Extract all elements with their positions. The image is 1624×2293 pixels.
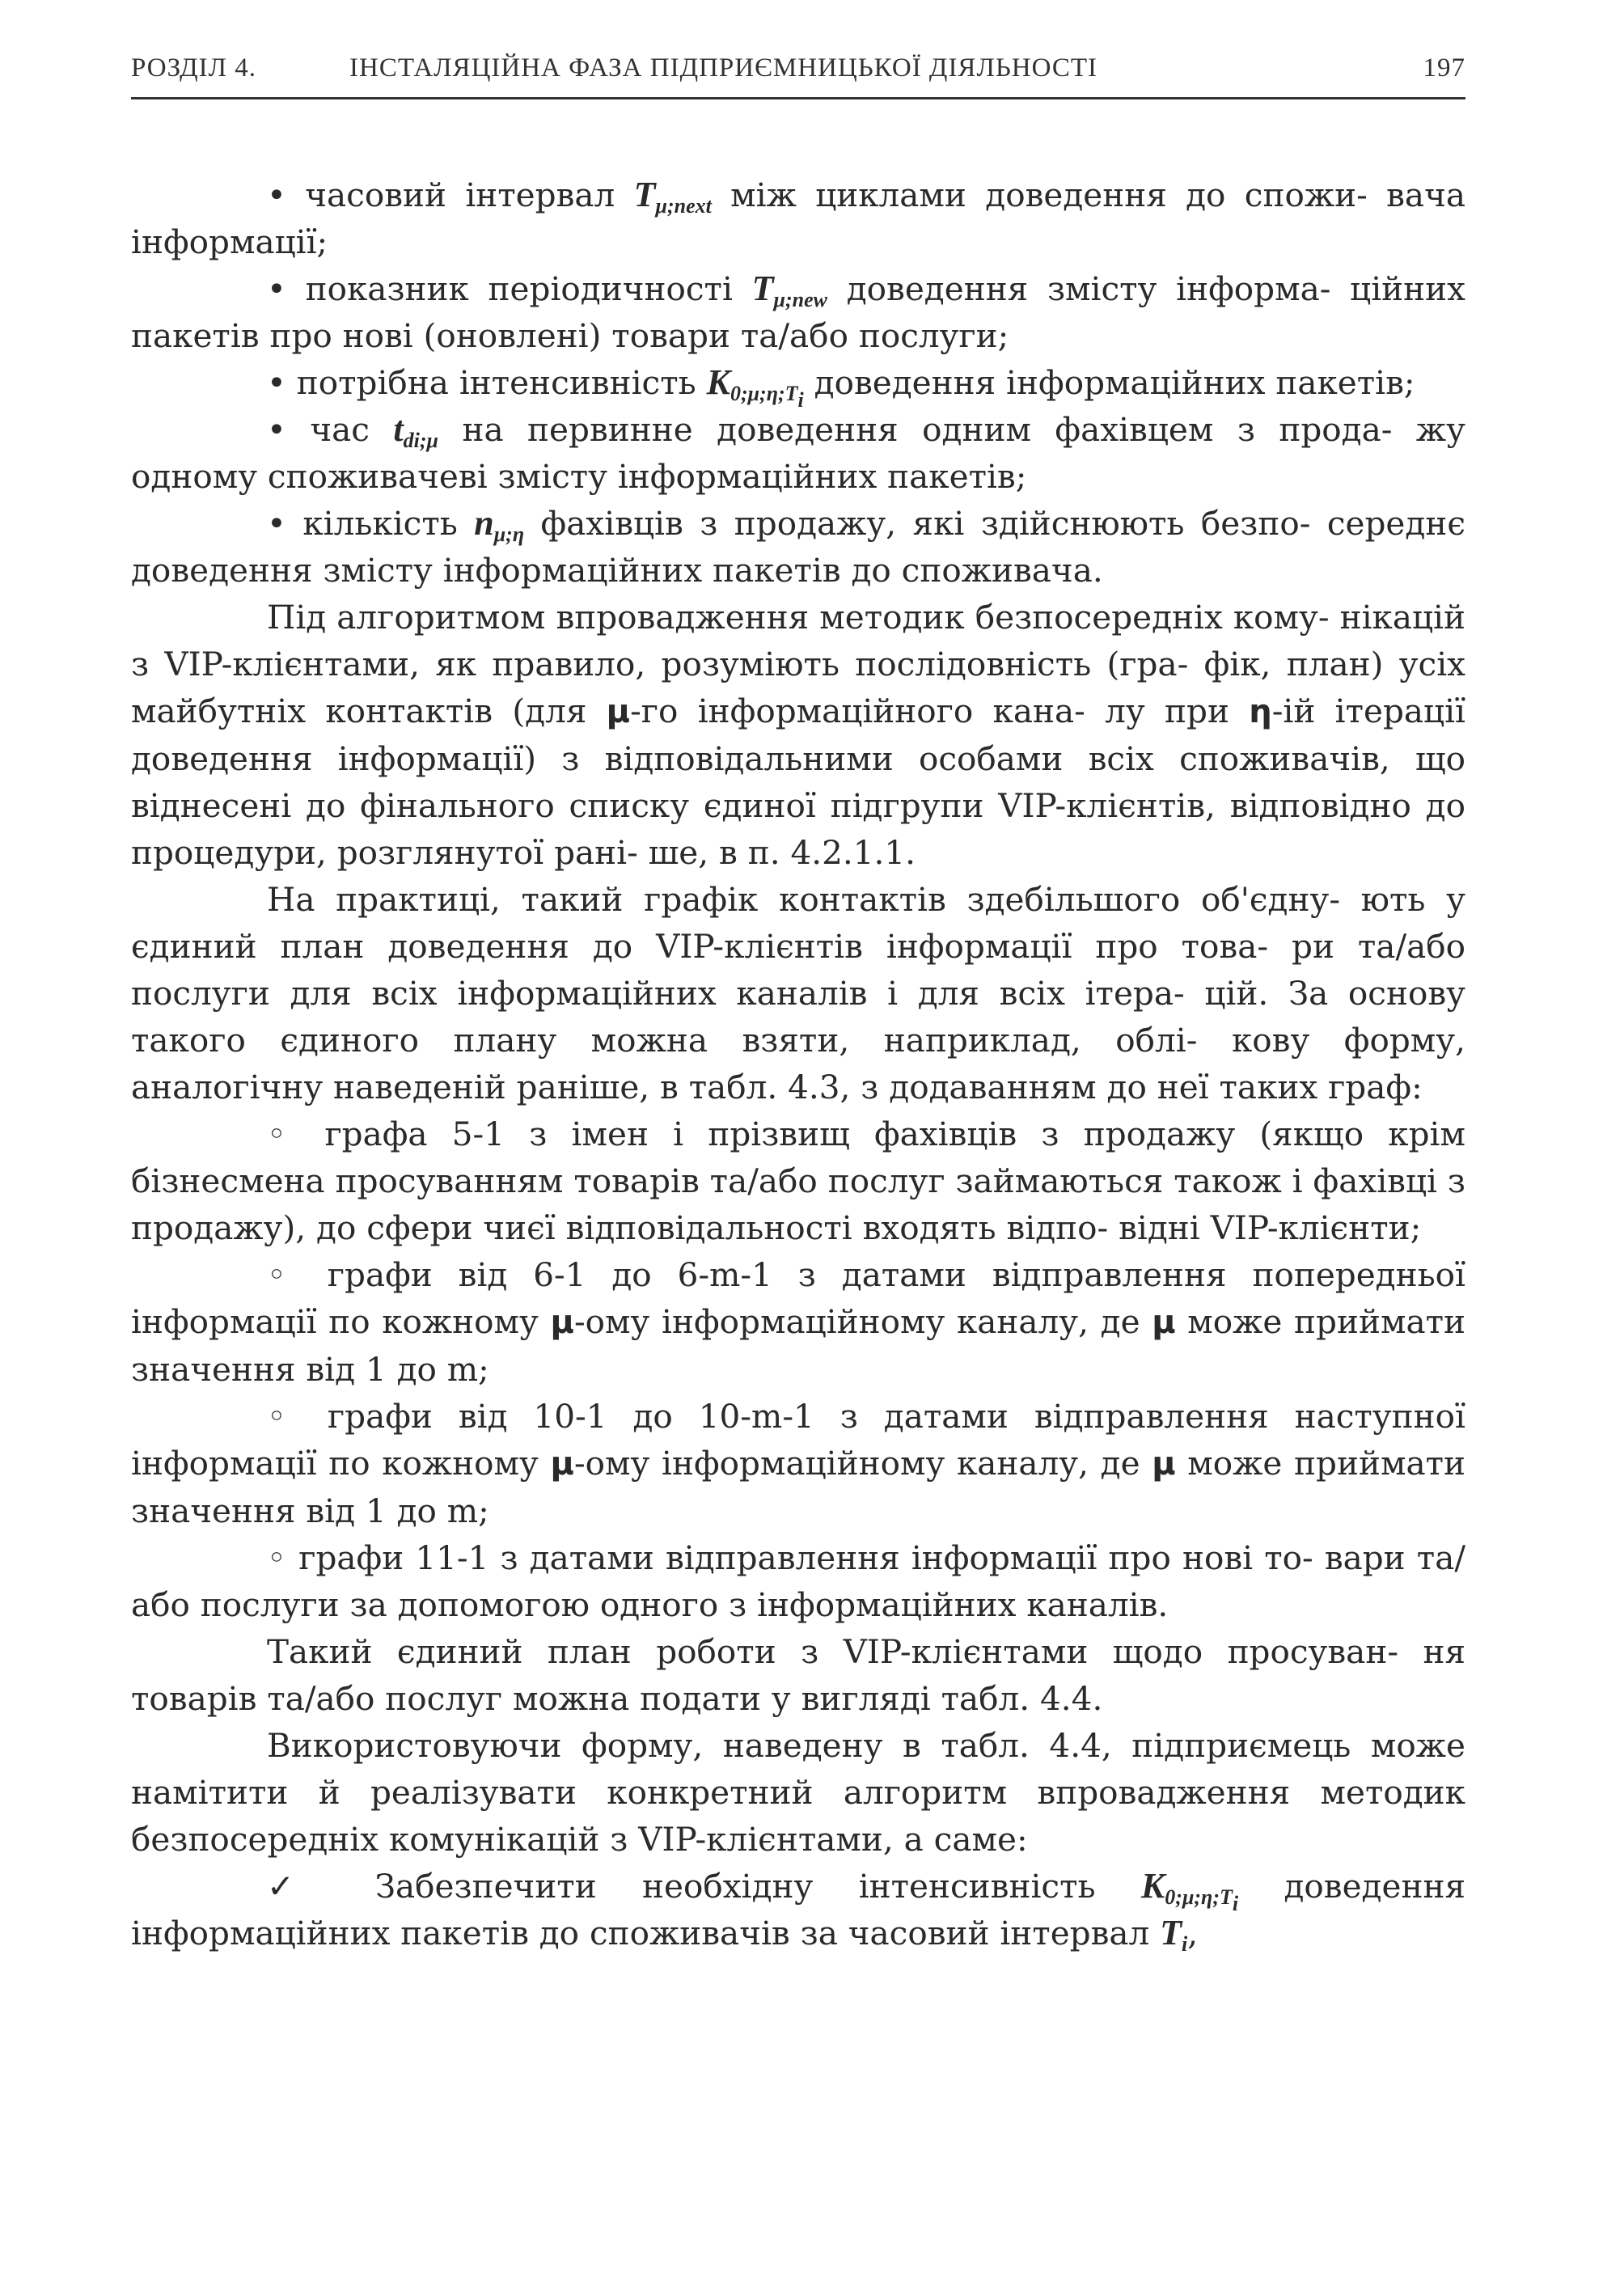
text-line: ше, в п. 4.2.1.1. [648,833,916,872]
text-line: Використовуючи форму, наведену в табл. 4.4, підприємець [267,1726,1351,1765]
text-line: методик безпосередніх комунікацій з VIP-клієнтами, а саме: [131,1773,1465,1859]
symbol-t-new: $T_{\mu;new}$ [751,269,827,311]
text-line: фахівців з продажу, які здійснюють безпо- [524,504,1311,543]
text-line: Такий єдиний план роботи з VIP-клієнтами щодо просуван- [267,1632,1399,1671]
text-line: на первинне доведення одним фахівцем з прода- [438,410,1393,449]
symbol-mu: μ [550,1304,574,1341]
text-line: • кількість [267,504,475,543]
paragraph-using-form [131,1722,1465,1863]
text-line: пакетів; [1275,363,1415,402]
text-line: нікацій з VIP-клієнтами, як правило, розуміють послідовність (гра- [131,598,1466,683]
symbol-n: $n_{\mu;\eta}$ [474,503,525,546]
column-item-10-1 [131,1393,1465,1534]
chapter-title: ІНСТАЛЯЦІЙНА ФАЗА ПІДПРИЄМНИЦЬКОЇ ДІЯЛЬНОСТІ [349,53,1097,82]
text-line: ◦ графи 11-1 з датами відправлення інформації про нові то- [267,1538,1313,1577]
symbol-eta: η [1249,693,1272,730]
page-number: 197 [1423,53,1465,82]
text-line: ційних пакетів про нові (оновлені) товари та/або послуги; [131,269,1465,355]
text-line: • показник періодичності [267,269,752,308]
text-line: приймати значення від 1 до m; [131,1444,1465,1530]
symbol-t-di: $t_{di;\mu}$ [393,409,438,452]
text-line: • часовий інтервал [267,176,634,214]
text-line: ◦ графи від 6-1 до 6-m-1 з датами відправлення попередньої [267,1255,1465,1294]
column-item-5-1 [131,1111,1465,1251]
text-line: ✓ Забезпечити необхідну інтенсивність [267,1867,1141,1906]
text-line: може [1175,1444,1283,1483]
text-line: -ій ітерації доведення інформації) з відповідальними [131,692,1466,778]
text-line: вача інформації; [131,176,1465,261]
text-line: інформації по кожному [131,1444,551,1483]
text-line: між циклами доведення до спожи- [711,176,1368,214]
symbol-t-next: $T_{\mu;next}$ [633,175,712,218]
bullet-intensity [131,359,1465,412]
running-header [131,53,1465,83]
text-line: ◦ графа 5-1 з імен і прізвищ фахівців з продажу (якщо крім [267,1115,1465,1153]
text-line: -го інформаційного кана- [630,692,1085,730]
text-line: -ому інформаційному каналу, де [573,1444,1152,1483]
text-line: доведення змісту інформа- [827,269,1331,308]
symbol-ti: $T_i$ [1160,1913,1188,1956]
text-line: ня товарів та/або послуг можна подати у вигляді табл. 4.4. [131,1632,1465,1718]
text-line: інформації по кожному [131,1302,551,1341]
text-line: бізнесмена просуванням товарів та/або послуг займаються також і [131,1161,1303,1200]
text-line: інформаційних пакетів до споживачів за часовий інтервал [131,1914,1161,1952]
text-line: -ому інформаційному каналу, де [573,1302,1152,1341]
symbol-k: $K_{0;\mu;\eta;T_i}$ [706,362,804,412]
checklist-item-intensity [131,1863,1465,1957]
text-line: доведення інформаційних [803,363,1266,402]
text-line: вари та/або послуги за допомогою одного з інформаційних каналів. [131,1538,1465,1624]
column-item-6-1 [131,1251,1465,1393]
bullet-periodicity [131,265,1465,359]
text-line: лу при [1105,692,1250,730]
text-line: Під алгоритмом впровадження методик безпосередніх кому- [267,598,1330,637]
text-line: середнє доведення змісту інформаційних пакетів до споживача. [131,504,1465,590]
text-line: На практиці, такий графік контактів здебільшого об'єдну- [267,880,1341,919]
bullet-count [131,500,1465,594]
text-line: цій. За основу такого єдиного плану можна взяти, наприклад, облі- [131,974,1465,1060]
chapter-label: РОЗДІЛ 4. [131,53,256,82]
text-line: доведення [1238,1867,1465,1906]
symbol-mu: μ [550,1445,574,1483]
text-line: • потрібна інтенсивність [267,363,707,402]
bullet-time-interval [131,171,1465,265]
text-line: відні VIP-клієнти; [1119,1208,1422,1247]
text-line: , [1187,1914,1199,1952]
symbol-mu: μ [606,693,631,730]
column-item-11-1 [131,1534,1465,1628]
text-line: фахівці з продажу), до сфери чиєї відповідальності входять відпо- [131,1161,1466,1247]
text-line: жу одному споживачеві змісту інформаційних пакетів; [131,410,1466,496]
paragraph-single-plan [131,1628,1465,1722]
paragraph-algorithm [131,594,1465,876]
header-divider [131,97,1465,99]
text-line: може намітити й реалізувати конкретний алгоритм впровадження [131,1726,1465,1812]
symbol-mu: μ [1152,1445,1176,1483]
symbol-k: $K_{0;\mu;\eta;T_i}$ [1140,1866,1239,1915]
symbol-mu: μ [1152,1304,1176,1341]
text-line: особами всіх споживачів, що віднесені до фінального списку єдиної [131,739,1465,825]
text-line: ◦ графи від 10-1 до 10-m-1 з датами відправлення наступної [267,1397,1465,1436]
paragraph-practice [131,876,1465,1111]
text-line: ри та/або послуги для всіх інформаційних каналів і для всіх ітера- [131,927,1466,1013]
text-line: приймати значення від 1 до m; [131,1302,1465,1389]
text-line: • час [267,410,394,449]
text-line: підгрупи VIP-клієнтів, відповідно до процедури, розглянутої рані- [131,786,1466,872]
page-body [131,171,1465,1957]
text-line: фік, план) усіх майбутніх контактів (для [131,645,1466,730]
text-line: може [1175,1302,1283,1341]
text-line: ють у єдиний план доведення до VIP-клієнтів інформації про това- [131,880,1465,966]
text-line: до неї таких граф: [1106,1068,1423,1106]
text-line: кову форму, аналогічну наведеній раніше, в табл. 4.3, з додаванням [131,1021,1466,1106]
bullet-time [131,406,1465,500]
